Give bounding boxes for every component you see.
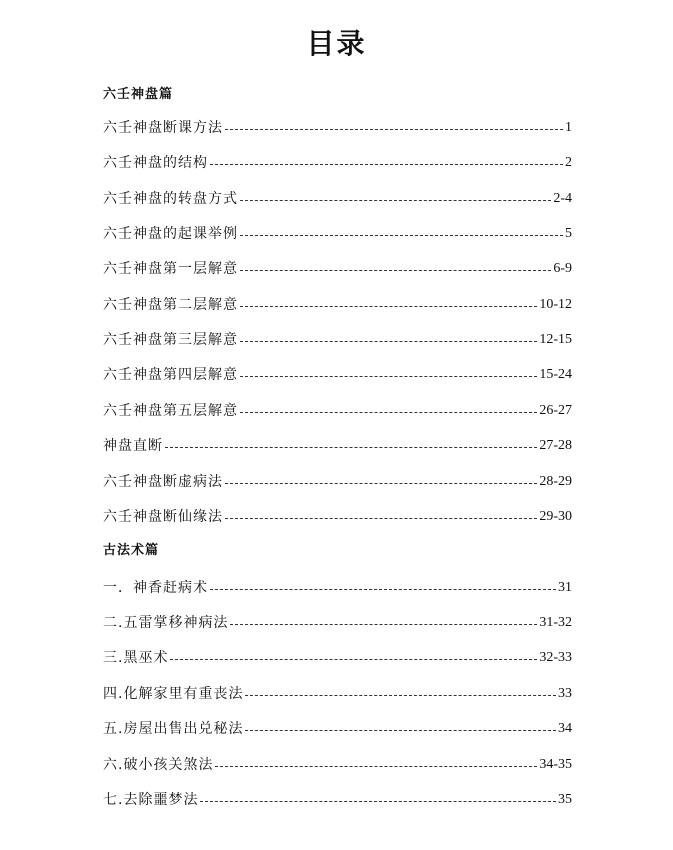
toc-page-number: 34-35 — [539, 757, 572, 772]
toc-entry[interactable] — [103, 258, 572, 280]
toc-leader — [230, 624, 537, 625]
toc-page-number: 5 — [565, 226, 572, 241]
toc-entry[interactable] — [103, 789, 572, 811]
toc-entry-label: 一．神香赶病术 — [103, 580, 208, 596]
toc-page-number: 31-32 — [539, 615, 572, 630]
toc-entry-label: 六.破小孩关煞法 — [103, 757, 214, 773]
toc-entry[interactable] — [103, 506, 572, 528]
toc-entry-label: 六壬神盘第三层解意 — [103, 332, 238, 348]
toc-leader — [215, 766, 537, 767]
toc-entry-label: 六壬神盘第二层解意 — [103, 297, 238, 313]
toc-page-number: 31 — [558, 580, 572, 595]
toc-entry-label: 五.房屋出售出兑秘法 — [103, 721, 244, 737]
toc-entry[interactable] — [103, 647, 572, 669]
toc-entry-label: 六壬神盘第四层解意 — [103, 367, 238, 383]
toc-entry-label: 二.五雷掌移神病法 — [103, 615, 229, 631]
toc-leader — [225, 518, 537, 519]
toc-page-number: 33 — [558, 686, 572, 701]
toc-page-number: 28-29 — [539, 474, 572, 489]
toc-page-number: 2 — [565, 155, 572, 170]
section-heading: 古法术篇 — [103, 543, 160, 558]
toc-entry[interactable] — [103, 400, 572, 422]
toc-entry-label: 四.化解家里有重丧法 — [103, 686, 244, 702]
toc-leader — [245, 730, 556, 731]
toc-leader — [200, 801, 556, 802]
toc-entry-label: 七.去除噩梦法 — [103, 792, 199, 808]
toc-entry[interactable] — [103, 471, 572, 493]
toc-page-number: 34 — [558, 721, 572, 736]
toc-entry[interactable] — [103, 718, 572, 740]
toc-entry[interactable] — [103, 294, 572, 316]
toc-leader — [240, 270, 551, 271]
toc-entry[interactable] — [103, 152, 572, 174]
toc-entry[interactable] — [103, 435, 572, 457]
toc-page-number: 15-24 — [539, 367, 572, 382]
toc-entry-label: 神盘直断 — [103, 438, 163, 454]
toc-page-number: 10-12 — [539, 297, 572, 312]
toc-entry[interactable] — [103, 754, 572, 776]
toc-page-number: 1 — [565, 120, 572, 135]
toc-entry[interactable] — [103, 117, 572, 139]
toc-page-number: 26-27 — [539, 403, 572, 418]
toc-entry[interactable] — [103, 223, 572, 245]
toc-entry[interactable] — [103, 188, 572, 210]
toc-leader — [240, 412, 537, 413]
toc-entry-label: 六壬神盘的转盘方式 — [103, 191, 238, 207]
toc-leader — [245, 695, 556, 696]
toc-leader — [210, 589, 556, 590]
toc-entry-label: 六壬神盘第五层解意 — [103, 403, 238, 419]
toc-leader — [240, 376, 537, 377]
toc-entry[interactable] — [103, 683, 572, 705]
toc-page-number: 2-4 — [553, 191, 572, 206]
toc-entry[interactable] — [103, 364, 572, 386]
toc-entry-label: 六壬神盘断课方法 — [103, 120, 223, 136]
toc-page-number: 12-15 — [539, 332, 572, 347]
toc-entry-label: 三.黑巫术 — [103, 650, 169, 666]
toc-leader — [170, 659, 537, 660]
toc-leader — [240, 306, 537, 307]
toc-leader — [225, 129, 563, 130]
toc-page-number: 6-9 — [553, 261, 572, 276]
page-title: 目录 — [306, 27, 367, 60]
toc-entry-label: 六壬神盘的起课举例 — [103, 226, 238, 242]
toc-leader — [240, 200, 551, 201]
toc-leader — [165, 447, 537, 448]
toc-entry-label: 六壬神盘断虚病法 — [103, 474, 223, 490]
toc-entry[interactable] — [103, 612, 572, 634]
toc-page-number: 27-28 — [539, 438, 572, 453]
toc-leader — [240, 341, 537, 342]
toc-page-number: 29-30 — [539, 509, 572, 524]
toc-page-number: 32-33 — [539, 650, 572, 665]
toc-entry[interactable] — [103, 329, 572, 351]
toc-leader — [210, 164, 563, 165]
toc-entry-label: 六壬神盘断仙缘法 — [103, 509, 223, 525]
toc-page-number: 35 — [558, 792, 572, 807]
toc-entry-label: 六壬神盘第一层解意 — [103, 261, 238, 277]
toc-leader — [240, 235, 563, 236]
toc-leader — [225, 483, 537, 484]
section-heading: 六壬神盘篇 — [103, 87, 174, 102]
toc-entry-label: 六壬神盘的结构 — [103, 155, 208, 171]
toc-entry[interactable] — [103, 577, 572, 599]
